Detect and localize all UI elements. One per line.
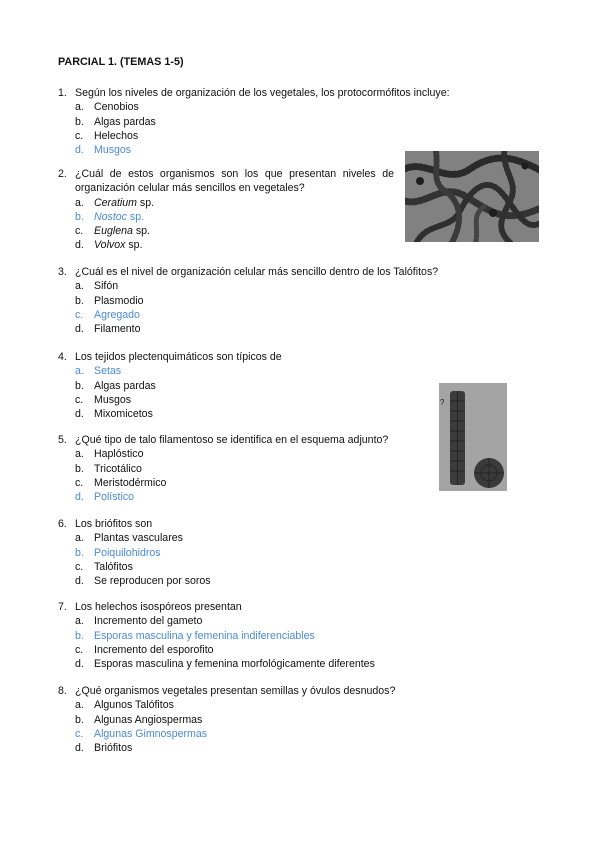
option-letter: d. — [75, 491, 84, 504]
question-7 — [58, 600, 488, 671]
option-text: Briófitos — [94, 742, 133, 755]
question-text: ¿Qué tipo de talo filamentoso se identifica en el esquema adjunto? — [75, 434, 389, 446]
option-d-correct — [75, 490, 430, 504]
thallus-scheme-illustration — [439, 383, 507, 491]
option-text: Meristodérmico — [94, 476, 167, 489]
option-letter: b. — [75, 294, 84, 307]
micrograph-image — [405, 151, 539, 242]
option-letter: a. — [75, 699, 84, 712]
question-8 — [58, 684, 488, 755]
option-letter: a. — [75, 101, 84, 114]
question-text: ¿Qué organismos vegetales presentan semillas y óvulos desnudos? — [75, 685, 396, 697]
option-text: Plasmodio — [94, 294, 144, 307]
option-a-correct — [75, 364, 398, 378]
option-d — [75, 657, 488, 671]
option-a — [75, 196, 394, 210]
option-text: Plantas vasculares — [94, 532, 183, 545]
question-1 — [58, 86, 488, 157]
option-species-name: Volvox — [94, 239, 126, 252]
option-letter: b. — [75, 546, 84, 559]
option-d — [75, 574, 398, 588]
option-letter: d. — [75, 658, 84, 671]
option-d — [75, 322, 498, 336]
option-text: Algunas Gimnospermas — [94, 727, 208, 740]
option-text: Agregado — [94, 308, 140, 321]
option-b-correct — [75, 546, 398, 560]
question-number: 8. — [58, 685, 67, 697]
option-a — [75, 698, 488, 712]
option-text: Setas — [94, 365, 122, 378]
option-letter: c. — [75, 225, 84, 238]
option-c — [75, 560, 398, 574]
option-letter: a. — [75, 280, 84, 293]
option-c-correct — [75, 727, 488, 741]
option-text: Tricotálico — [94, 462, 142, 475]
question-number: 4. — [58, 351, 67, 363]
option-suffix: sp. — [125, 239, 143, 252]
option-suffix: sp. — [132, 225, 150, 238]
option-b — [75, 379, 398, 393]
option-c — [75, 224, 394, 238]
option-b-correct — [75, 629, 488, 643]
option-letter: c. — [75, 560, 84, 573]
thallus-scheme-image — [439, 383, 507, 491]
option-species-name: Nostoc — [94, 210, 127, 223]
option-suffix: sp. — [126, 210, 145, 223]
option-text: Esporas masculina y femenina morfológicamente diferentes — [94, 658, 375, 671]
option-letter: d. — [75, 742, 84, 755]
question-number: 1. — [58, 87, 67, 99]
option-suffix: sp. — [136, 196, 155, 209]
option-letter: a. — [75, 448, 84, 461]
option-text: Talófitos — [94, 560, 133, 573]
option-text: Se reproducen por soros — [94, 575, 211, 588]
option-text: Sifón — [94, 280, 119, 293]
scheme-question-mark: ? — [440, 398, 445, 407]
option-d — [75, 741, 488, 755]
question-text: Según los niveles de organización de los vegetales, los protocormófitos incluye: — [75, 87, 450, 99]
option-letter: d. — [75, 144, 84, 157]
option-text: Algunas Angiospermas — [94, 713, 203, 726]
option-letter: c. — [75, 727, 84, 740]
option-text: Esporas masculina y femenina indiferenciables — [94, 629, 315, 642]
exam-title: PARCIAL 1. (TEMAS 1-5) — [58, 56, 184, 68]
option-a — [75, 614, 488, 628]
question-text: ¿Cuál de estos organismos son los que presentan niveles de organización celular más sencillos en vegetales? — [75, 168, 394, 195]
option-text: Helechos — [94, 129, 139, 142]
option-letter: c. — [75, 129, 84, 142]
question-text: Los helechos isospóreos presentan — [75, 601, 242, 613]
option-species-name: Ceratium — [94, 196, 137, 209]
option-letter: b. — [75, 115, 84, 128]
option-letter: b. — [75, 629, 84, 642]
option-b — [75, 462, 430, 476]
option-text: Algas pardas — [94, 115, 156, 128]
question-text: ¿Cuál es el nivel de organización celular más sencillo dentro de los Talófitos? — [75, 266, 439, 278]
option-text: Cenobios — [94, 101, 139, 114]
option-letter: c. — [75, 643, 84, 656]
option-text: Algunos Talófitos — [94, 699, 174, 712]
question-number: 6. — [58, 518, 67, 530]
option-c — [75, 393, 398, 407]
question-text: Los briófitos son — [75, 518, 153, 530]
option-text: Poiquilohidros — [94, 546, 161, 559]
question-text: Los tejidos plectenquimáticos son típicos de — [75, 351, 282, 363]
option-b-correct — [75, 210, 394, 224]
option-letter: a. — [75, 196, 84, 209]
option-c-correct — [75, 308, 498, 322]
option-text: Musgos — [94, 393, 132, 406]
option-text: Haplóstico — [94, 448, 144, 461]
option-text: Algas pardas — [94, 379, 156, 392]
option-text: Mixomicetos — [94, 408, 153, 421]
option-letter: d. — [75, 323, 84, 336]
question-6 — [58, 517, 398, 588]
option-a — [75, 531, 398, 545]
option-letter: b. — [75, 379, 84, 392]
option-c — [75, 643, 488, 657]
option-letter: a. — [75, 615, 84, 628]
option-b — [75, 713, 488, 727]
question-2 — [58, 167, 394, 253]
option-d — [75, 238, 394, 252]
option-b — [75, 294, 498, 308]
option-text: Musgos — [94, 144, 132, 157]
option-a — [75, 100, 488, 114]
option-letter: b. — [75, 713, 84, 726]
option-text: Filamento — [94, 323, 141, 336]
option-letter: d. — [75, 239, 84, 252]
option-b — [75, 115, 488, 129]
question-number: 2. — [58, 168, 67, 180]
option-letter: a. — [75, 532, 84, 545]
option-a — [75, 279, 498, 293]
question-4 — [58, 350, 398, 421]
question-number: 7. — [58, 601, 67, 613]
option-letter: a. — [75, 365, 84, 378]
option-letter: b. — [75, 462, 84, 475]
question-number: 5. — [58, 434, 67, 446]
option-species-name: Euglena — [94, 225, 133, 238]
option-text: Incremento del gameto — [94, 615, 203, 628]
option-letter: b. — [75, 210, 84, 223]
option-letter: d. — [75, 408, 84, 421]
filament-chains-illustration — [405, 151, 539, 242]
option-c — [75, 476, 430, 490]
option-letter: d. — [75, 575, 84, 588]
question-3 — [58, 265, 498, 336]
question-5 — [58, 433, 430, 504]
question-number: 3. — [58, 266, 67, 278]
option-c — [75, 129, 488, 143]
option-a — [75, 447, 430, 461]
option-text: Polístico — [94, 491, 135, 504]
option-letter: c. — [75, 308, 84, 321]
option-text: Incremento del esporofito — [94, 643, 214, 656]
option-d — [75, 407, 398, 421]
option-letter: c. — [75, 476, 84, 489]
option-letter: c. — [75, 393, 84, 406]
